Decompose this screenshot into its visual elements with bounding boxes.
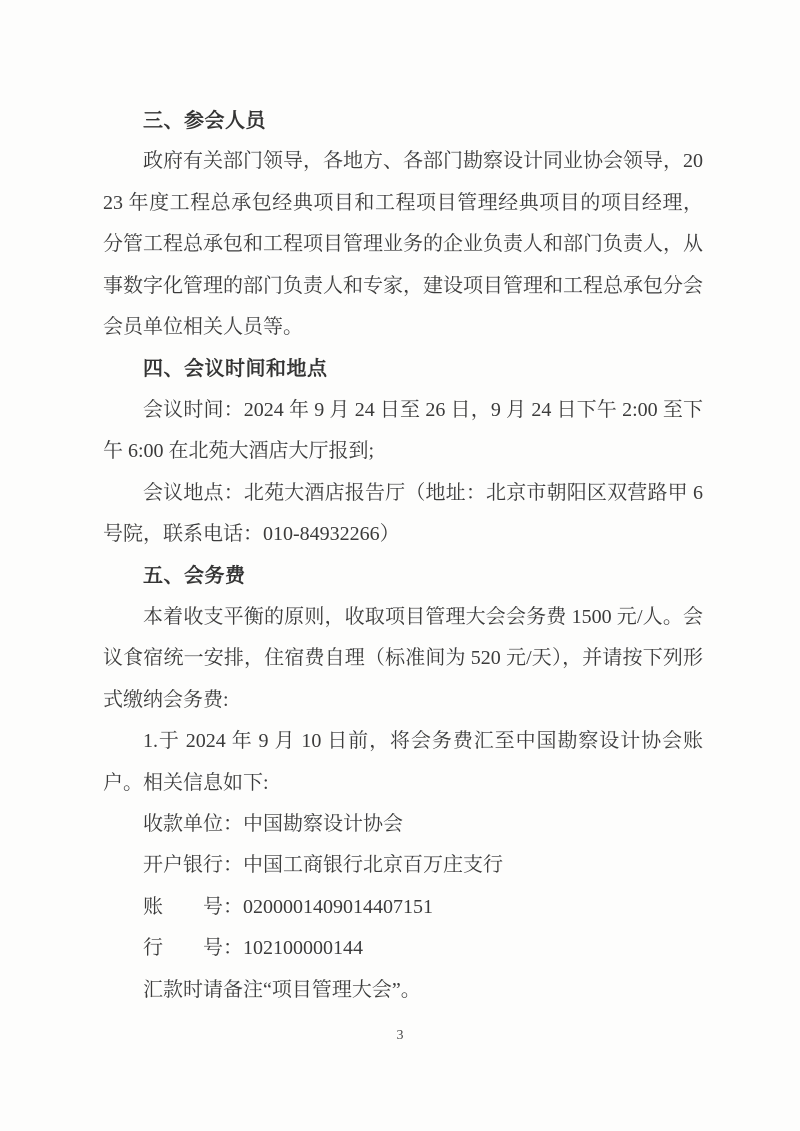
participants-paragraph: 政府有关部门领导，各地方、各部门勘察设计同业协会领导，2023 年度工程总承包经典项目和工程项目管理经典项目的项目经理，分管工程总承包和工程项目管理业务的企业负责人和部门负责人，从事数字化管理的部门负责人和专家，建设项目管理和工程总承包分会会员单位相关人员等。	[103, 150, 703, 339]
section-heading-time-location: 四、会议时间和地点	[143, 356, 328, 381]
bank-code-line: 行 号：102100000144	[143, 937, 363, 960]
meeting-location-paragraph: 会议地点：北苑大酒店报告厅（地址：北京市朝阳区双营路甲 6 号院，联系电话：010-84932266）	[103, 481, 703, 546]
document-body	[103, 100, 703, 1011]
fee-policy-paragraph: 本着收支平衡的原则，收取项目管理大会会务费 1500 元/人。会议食宿统一安排，住宿费自理（标准间为 520 元/天），并请按下列形式缴纳会务费:	[103, 605, 703, 711]
section-heading-fee: 五、会务费	[143, 563, 246, 588]
payee-line: 收款单位：中国勘察设计协会	[143, 812, 403, 835]
remittance-note-line: 汇款时请备注“项目管理大会”。	[143, 978, 421, 1001]
bank-line: 开户银行：中国工商银行北京百万庄支行	[143, 854, 503, 877]
page-number: 3	[396, 1028, 404, 1043]
meeting-time-paragraph: 会议时间：2024 年 9 月 24 日至 26 日，9 月 24 日下午 2:00 至下午 6:00 在北苑大酒店大厅报到;	[103, 398, 703, 463]
section-heading-participants: 三、参会人员	[143, 108, 266, 132]
payment-deadline-paragraph: 1.于 2024 年 9 月 10 日前，将会务费汇至中国勘察设计协会账户。相关信息如下:	[103, 730, 703, 794]
account-number-line: 账 号：0200001409014407151	[143, 895, 433, 918]
